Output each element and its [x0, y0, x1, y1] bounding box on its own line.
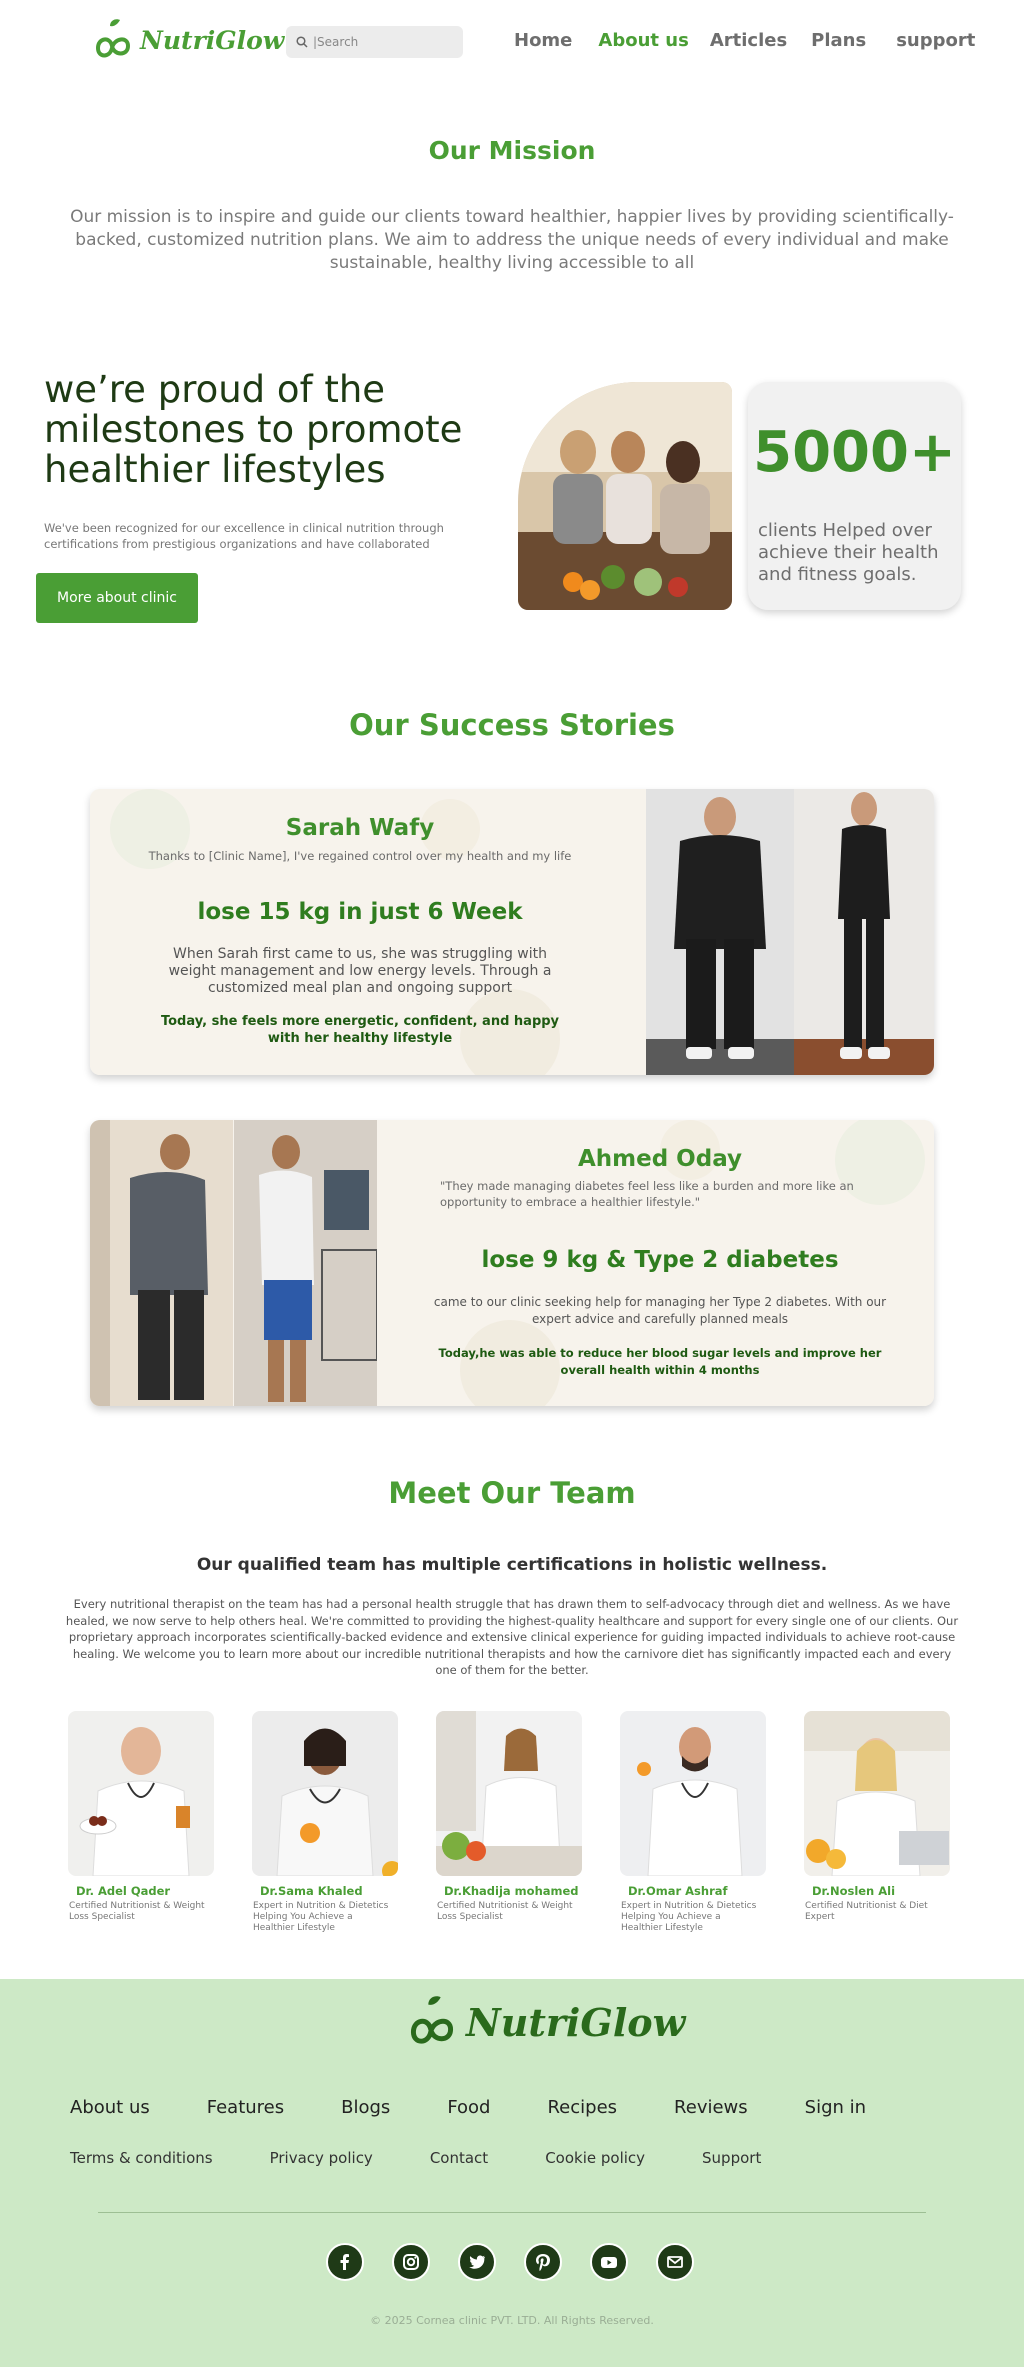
social-links [326, 2243, 694, 2281]
milestones-heading: we’re proud of the milestones to promote healthier lifestyles [44, 368, 463, 491]
nav-links [514, 30, 997, 51]
search-box[interactable] [286, 26, 463, 58]
team-member-card[interactable] [252, 1711, 398, 1934]
footer-link-reviews[interactable]: Reviews [674, 2097, 748, 2118]
member-name: Dr. Adel Qader [76, 1884, 171, 1898]
footer-link-recipes[interactable]: Recipes [547, 2097, 618, 2118]
before-photo [646, 789, 794, 1075]
member-role: Expert in Nutrition & Dietetics Helping You Achieve a Healthier Lifestyle [621, 1901, 757, 1933]
clients-stat-label: clients Helped over achieve their health and fitness goals. [758, 520, 939, 585]
before-photo [90, 1120, 233, 1406]
story-name: Sarah Wafy [285, 815, 435, 841]
nav-link-about-us[interactable]: About us [598, 30, 689, 51]
team-member-card[interactable] [68, 1711, 214, 1923]
footer-link-food[interactable]: Food [447, 2097, 491, 2118]
member-role: Certified Nutritionist & Weight Loss Specialist [69, 1901, 205, 1922]
member-name: Dr.Noslen Ali [812, 1884, 896, 1898]
footer-link-support[interactable]: Support [702, 2149, 762, 2167]
footer-link-terms[interactable]: Terms & conditions [70, 2149, 213, 2167]
copyright-text: © 2025 Cornea clinic PVT. LTD. All Rights Reserved. [370, 2314, 654, 2327]
member-photo [68, 1711, 214, 1876]
story-name: Ahmed Oday [577, 1146, 743, 1172]
nav-link-support[interactable]: support [896, 30, 976, 51]
footer-link-contact[interactable]: Contact [429, 2149, 489, 2167]
success-story-card [90, 789, 934, 1075]
story-description: When Sarah first came to us, she was struggling with weight management and low energy levels. Through a customized meal plan and ongoing support [168, 946, 552, 996]
more-about-clinic-button[interactable]: More about clinic [36, 573, 198, 623]
member-role: Certified Nutritionist & Weight Loss Specialist [437, 1901, 573, 1922]
youtube-icon[interactable] [590, 2243, 628, 2281]
team-subtitle: Our qualified team has multiple certifications in holistic wellness. [196, 1555, 828, 1575]
member-photo [804, 1711, 950, 1876]
clients-stat-card [748, 382, 961, 610]
mission-title: Our Mission [428, 136, 596, 165]
footer-link-privacy[interactable]: Privacy policy [269, 2149, 373, 2167]
site-footer [0, 1979, 1024, 2367]
search-icon [296, 36, 308, 48]
footer-link-blogs[interactable]: Blogs [341, 2097, 391, 2118]
instagram-icon[interactable] [392, 2243, 430, 2281]
story-result: lose 9 kg & Type 2 diabetes [481, 1247, 839, 1273]
milestones-subtext: We've been recognized for our excellence in clinical nutrition through certifications from prestigious organizations and have collaborated [44, 521, 444, 551]
story-quote: "They made managing diabetes feel less like a burden and more like an opportunity to embrace a healthier lifestyle." [440, 1179, 854, 1209]
success-stories-title: Our Success Stories [349, 708, 675, 742]
member-name: Dr.Khadija mohamed [444, 1884, 579, 1898]
member-role: Expert in Nutrition & Dietetics Helping You Achieve a Healthier Lifestyle [253, 1901, 389, 1933]
nav-link-articles[interactable]: Articles [709, 30, 788, 51]
team-member-card[interactable] [804, 1711, 950, 1923]
footer-brand-name: NutriGlow [466, 1999, 686, 2045]
story-description: came to our clinic seeking help for managing her Type 2 diabetes. With our expert advice and carefully planned meals [433, 1295, 887, 1326]
member-photo [252, 1711, 398, 1876]
footer-link-cookie[interactable]: Cookie policy [545, 2149, 646, 2167]
story-outcome: Today, she feels more energetic, confident, and happy with her healthy lifestyle [160, 1014, 560, 1046]
clients-stat-number: 5000+ [753, 420, 956, 485]
footer-link-features[interactable]: Features [206, 2097, 285, 2118]
brand-logo[interactable] [92, 18, 284, 62]
nav-link-home[interactable]: Home [514, 30, 573, 51]
search-input[interactable] [313, 35, 453, 49]
after-photo [234, 1120, 377, 1406]
story-quote: Thanks to [Clinic Name], I've regained control over my health and my life [148, 849, 572, 863]
footer-primary-links [70, 2097, 866, 2118]
email-icon[interactable] [656, 2243, 694, 2281]
footer-link-about-us[interactable]: About us [70, 2097, 150, 2118]
team-description: Every nutritional therapist on the team has had a personal health struggle that has drawn them to self-advocacy through diet and wellness. As we have healed, we now serve to help others heal. We're committed to providing the highest-quality healthcare and support for every single one of our clients. Our proprietary approach incorporates scientifically-backed evidence and extensive clinical experience for guiding impacted individuals to achieve root-cause healing. We welcome you to learn more about our incredible nutritional therapists and how the carnivore diet has significantly impacted each and every one of them for the better. [65, 1597, 959, 1677]
brand-name: NutriGlow [140, 25, 285, 55]
member-photo [436, 1711, 582, 1876]
logo-leaf-icon [406, 1993, 458, 2051]
pinterest-icon[interactable] [524, 2243, 562, 2281]
member-role: Certified Nutritionist & Diet Expert [805, 1901, 928, 1922]
member-photo [620, 1711, 766, 1876]
facebook-icon[interactable] [326, 2243, 364, 2281]
after-photo [794, 789, 934, 1075]
logo-leaf-icon [92, 18, 134, 62]
footer-secondary-links [70, 2149, 818, 2167]
story-outcome: Today,he was able to reduce her blood sugar levels and improve her overall health within 4 months [438, 1346, 882, 1377]
footer-link-sign-in[interactable]: Sign in [804, 2097, 867, 2118]
mission-text: Our mission is to inspire and guide our clients toward healthier, happier lives by providing scientifically-backed, customized nutrition plans. We aim to address the unique needs of every individual and make sustainable, healthy living accessible to all [70, 207, 954, 273]
story-result: lose 15 kg in just 6 Week [197, 899, 523, 925]
member-name: Dr.Omar Ashraf [628, 1884, 728, 1898]
twitter-icon[interactable] [458, 2243, 496, 2281]
team-member-card[interactable] [620, 1711, 766, 1934]
top-navbar [0, 0, 1024, 84]
footer-divider [98, 2212, 926, 2213]
success-story-card [90, 1120, 934, 1406]
footer-brand-logo[interactable] [406, 1993, 685, 2051]
team-member-card[interactable] [436, 1711, 582, 1923]
member-name: Dr.Sama Khaled [260, 1884, 363, 1898]
nav-link-plans[interactable]: Plans [811, 30, 867, 51]
team-title: Meet Our Team [388, 1476, 636, 1510]
